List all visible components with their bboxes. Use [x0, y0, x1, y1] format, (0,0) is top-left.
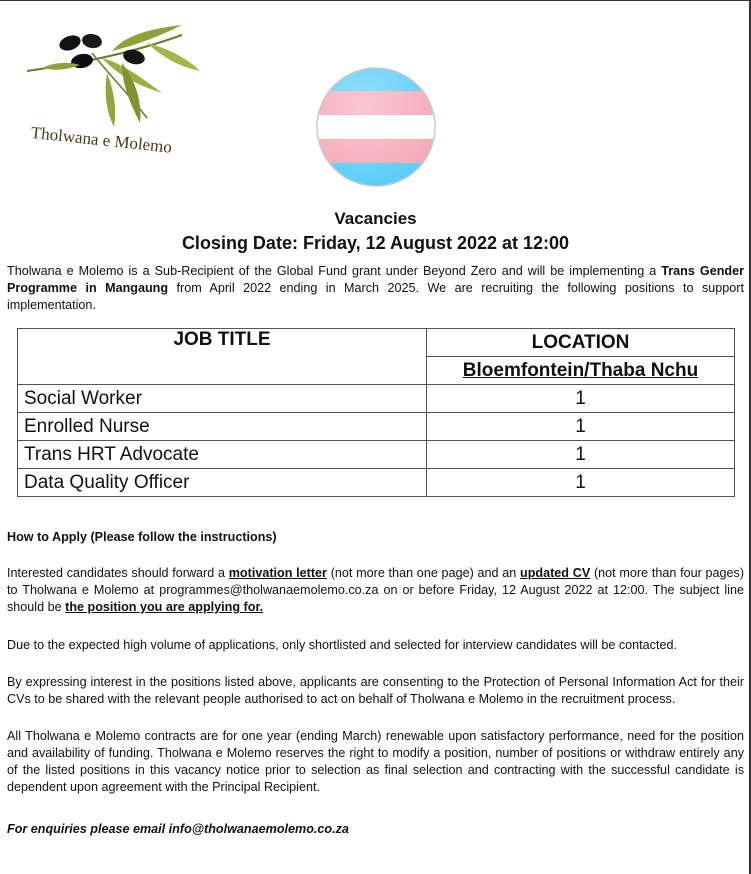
trans-flag-badge — [315, 66, 437, 188]
how-to-apply-heading: How to Apply (Please follow the instructions) — [7, 530, 277, 544]
organization-logo — [22, 23, 202, 157]
page-title: Vacancies — [334, 209, 417, 228]
position-count-cell: 1 — [427, 413, 735, 441]
job-title-header: JOB TITLE — [18, 329, 427, 385]
application-instructions: Interested candidates should forward a motivation letter (not more than one page) and an updated CV (not more than four pages) to Tholwana e Molemo at programmes@tholwanaemolemo.co.za on or before Friday, 12 August 2022 at 12:00. The subject line should be the position you are applying for. — [7, 566, 745, 614]
olive-branch-icon — [22, 23, 202, 133]
job-title-cell: Enrolled Nurse — [18, 413, 427, 441]
popia-consent: By expressing interest in the positions listed above, applicants are consenting to the Protection of Personal Information Act for their CVs to be shared with the relevant people authorised to act on behalf of Tholwana e Molemo in the recruitment process. — [7, 675, 744, 706]
job-title-cell: Trans HRT Advocate — [18, 441, 427, 469]
job-title-cell: Social Worker — [18, 385, 427, 413]
position-count-cell: 1 — [427, 469, 735, 497]
location-subheader: Bloemfontein/Thaba Nchu — [427, 357, 735, 385]
shortlist-notice: Due to the expected high volume of applications, only shortlisted and selected for interview candidates will be contacted. — [7, 638, 677, 652]
vacancies-table — [17, 328, 735, 497]
closing-date: Closing Date: Friday, 12 August 2022 at 12:00 — [181, 233, 570, 253]
intro-paragraph: Tholwana e Molemo is a Sub-Recipient of the Global Fund grant under Beyond Zero and will be implementing a Trans Gender Programme in Mangaung from April 2022 ending in March 2025. We are recruiting the following positions to support implementation. — [7, 264, 744, 312]
position-count-cell: 1 — [427, 441, 735, 469]
location-header: LOCATION — [427, 329, 735, 357]
position-count-cell: 1 — [427, 385, 735, 413]
job-title-cell: Data Quality Officer — [18, 469, 427, 497]
table-row — [18, 413, 735, 441]
table-row — [18, 469, 735, 497]
programme-name: Trans Gender Programme in Mangaung — [7, 264, 744, 295]
contract-terms: All Tholwana e Molemo contracts are for one year (ending March) renewable upon satisfactory performance, need for the position and availability of funding. Tholwana e Molemo reserves the right to modify a position, number of positions or withdraw entirely any of the listed positions in this vacancy notice prior to selection as final selection and contracting with the successful candidate is dependent upon agreement with the Principal Recipient. — [7, 729, 744, 794]
table-row — [18, 441, 735, 469]
organization-name: Tholwana e Molemo — [30, 123, 173, 157]
table-row — [18, 385, 735, 413]
trans-flag-icon — [315, 66, 437, 188]
enquiries-line: For enquiries please email info@tholwanaemolemo.co.za — [7, 822, 349, 836]
